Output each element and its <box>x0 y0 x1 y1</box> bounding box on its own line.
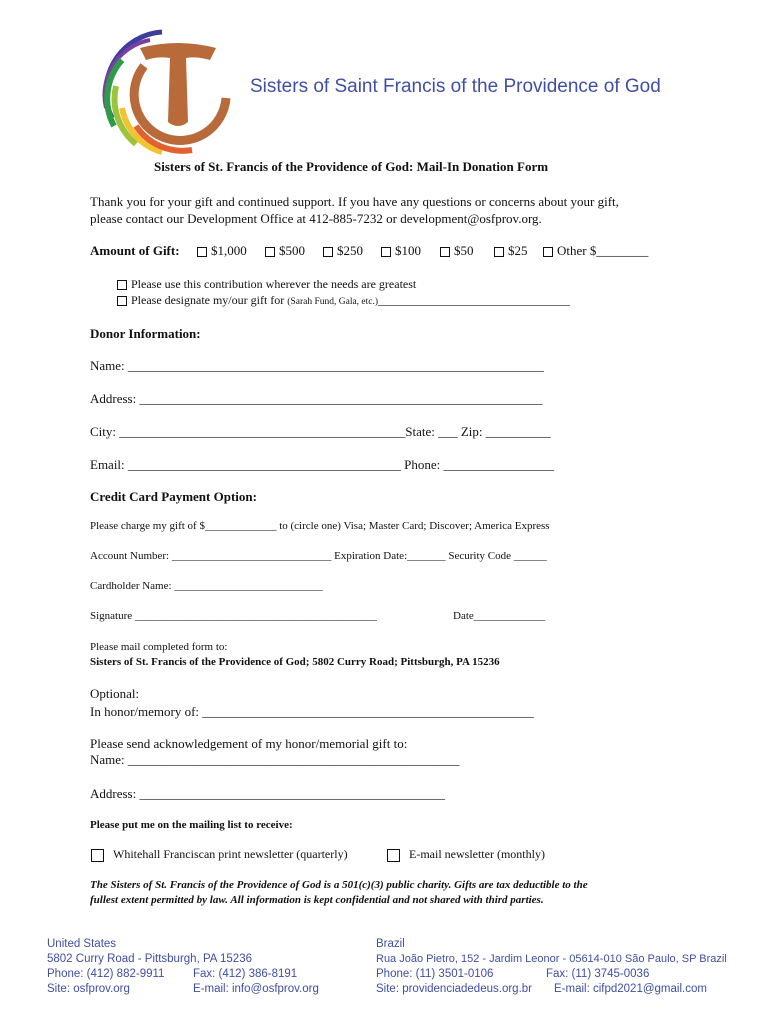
newsletter-label: Whitehall Franciscan print newsletter (quarterly) <box>113 847 348 861</box>
mail-address: Sisters of St. Francis of the Providence of God; 5802 Curry Road; Pittsburgh, PA 15236 <box>90 656 500 668</box>
honor-field[interactable]: In honor/memory of: ___________________________________________________ <box>90 704 534 719</box>
city-state-zip-field[interactable]: City: ____________________________________________State: ___ Zip: __________ <box>90 424 551 439</box>
footer-us-country: United States <box>47 938 117 950</box>
designation-text: Please use this contribution wherever the needs are greatest <box>131 277 417 291</box>
footer-brazil-country: Brazil <box>376 938 405 950</box>
ack-address-field[interactable]: Address: _______________________________________________ <box>90 786 445 801</box>
footer-us-phone: Phone: (412) 882-9911 <box>47 968 165 980</box>
footer-brazil-fax: Fax: (11) 3745-0036 <box>546 968 650 980</box>
cc-signature-field[interactable]: Signature ____________________________________________ <box>90 610 377 622</box>
logo-graphic <box>92 26 242 156</box>
checkbox[interactable] <box>494 247 504 257</box>
footer-us <box>47 937 347 997</box>
footer-us-fax: Fax: (412) 386-8191 <box>193 968 298 980</box>
name-field[interactable]: Name: ________________________________________________________________ <box>90 358 544 373</box>
amount-option-50[interactable] <box>440 243 474 259</box>
checkbox[interactable] <box>387 849 400 862</box>
cc-account-field[interactable]: Account Number: _____________________________ Expiration Date:_______ Security Code ______ <box>90 550 547 562</box>
address-field[interactable]: Address: ______________________________________________________________ <box>90 391 543 406</box>
cc-holder-field[interactable]: Cardholder Name: ___________________________ <box>90 580 323 592</box>
disclaimer-line-2: fullest extent permitted by law. All information is kept confidential and not shared with third parties. <box>90 894 544 906</box>
donor-heading: Donor Information: <box>90 326 201 341</box>
amount-value: $100 <box>395 243 421 258</box>
footer-brazil-address: Rua João Pietro, 152 - Jardim Leonor - 05614-010 São Paulo, SP Brazil <box>376 953 727 965</box>
cc-heading: Credit Card Payment Option: <box>90 489 257 504</box>
footer-brazil-phone: Phone: (11) 3501-0106 <box>376 968 494 980</box>
checkbox[interactable] <box>265 247 275 257</box>
email-phone-field[interactable]: Email: __________________________________________ Phone: _________________ <box>90 457 555 472</box>
designation-text: Please designate my/our gift for <box>131 293 285 307</box>
ack-label: Please send acknowledgement of my honor/memorial gift to: <box>90 736 408 751</box>
newsletter-label: E-mail newsletter (monthly) <box>409 847 545 861</box>
footer-us-site[interactable]: Site: osfprov.org <box>47 983 130 995</box>
org-name: Sisters of Saint Francis of the Providence of God <box>250 76 661 97</box>
designation-option-2[interactable] <box>117 293 570 308</box>
cc-charge-field[interactable]: Please charge my gift of $_____________ to (circle one) Visa; Master Card; Discover; America Express <box>90 520 550 532</box>
footer-us-email[interactable]: E-mail: info@osfprov.org <box>193 983 319 995</box>
intro-line-1: Thank you for your gift and continued support. If you have any questions or concerns about your gift, <box>90 194 619 209</box>
amount-value: Other $________ <box>557 243 649 258</box>
amount-option-250[interactable] <box>323 243 363 259</box>
optional-label: Optional: <box>90 686 140 701</box>
newsletter-option-print[interactable] <box>91 847 348 862</box>
designation-hint: (Sarah Fund, Gala, etc.) <box>287 297 379 307</box>
amount-value: $250 <box>337 243 363 258</box>
amount-label: Amount of Gift: <box>90 243 180 258</box>
amount-value: $1,000 <box>211 243 247 258</box>
footer-brazil-email[interactable]: E-mail: cifpd2021@gmail.com <box>554 983 707 995</box>
checkbox[interactable] <box>381 247 391 257</box>
checkbox[interactable] <box>197 247 207 257</box>
footer-brazil-site[interactable]: Site: providenciadedeus.org.br <box>376 983 532 995</box>
amount-value: $50 <box>454 243 474 258</box>
disclaimer-line-1: The Sisters of St. Francis of the Providence of God is a 501(c)(3) public charity. Gifts are tax deductible to the <box>90 879 588 891</box>
logo <box>92 26 242 156</box>
form-title: Sisters of St. Francis of the Providence of God: Mail-In Donation Form <box>154 159 549 174</box>
mailing-heading: Please put me on the mailing list to receive: <box>90 819 293 831</box>
intro-line-2: please contact our Development Office at 412-885-7232 or development@osfprov.org. <box>90 211 542 226</box>
designation-field[interactable]: ________________________________ <box>378 293 571 307</box>
checkbox[interactable] <box>117 280 127 290</box>
newsletter-option-email[interactable] <box>387 847 545 862</box>
amount-option-1000[interactable] <box>197 243 247 259</box>
footer-brazil <box>376 937 736 997</box>
amount-option-100[interactable] <box>381 243 421 259</box>
designation-option-1[interactable] <box>117 277 416 292</box>
cc-date-field[interactable]: Date_____________ <box>453 610 546 622</box>
mail-label: Please mail completed form to: <box>90 641 228 653</box>
amount-value: $500 <box>279 243 305 258</box>
amount-option-500[interactable] <box>265 243 305 259</box>
footer-us-address: 5802 Curry Road - Pittsburgh, PA 15236 <box>47 953 252 965</box>
checkbox[interactable] <box>91 849 104 862</box>
checkbox[interactable] <box>543 247 553 257</box>
checkbox[interactable] <box>117 296 127 306</box>
amount-value: $25 <box>508 243 528 258</box>
amount-option-other[interactable] <box>543 243 648 259</box>
amount-option-25[interactable] <box>494 243 528 259</box>
checkbox[interactable] <box>440 247 450 257</box>
ack-name-field[interactable]: Name: ___________________________________________________ <box>90 752 460 767</box>
checkbox[interactable] <box>323 247 333 257</box>
amount-row <box>90 243 180 259</box>
